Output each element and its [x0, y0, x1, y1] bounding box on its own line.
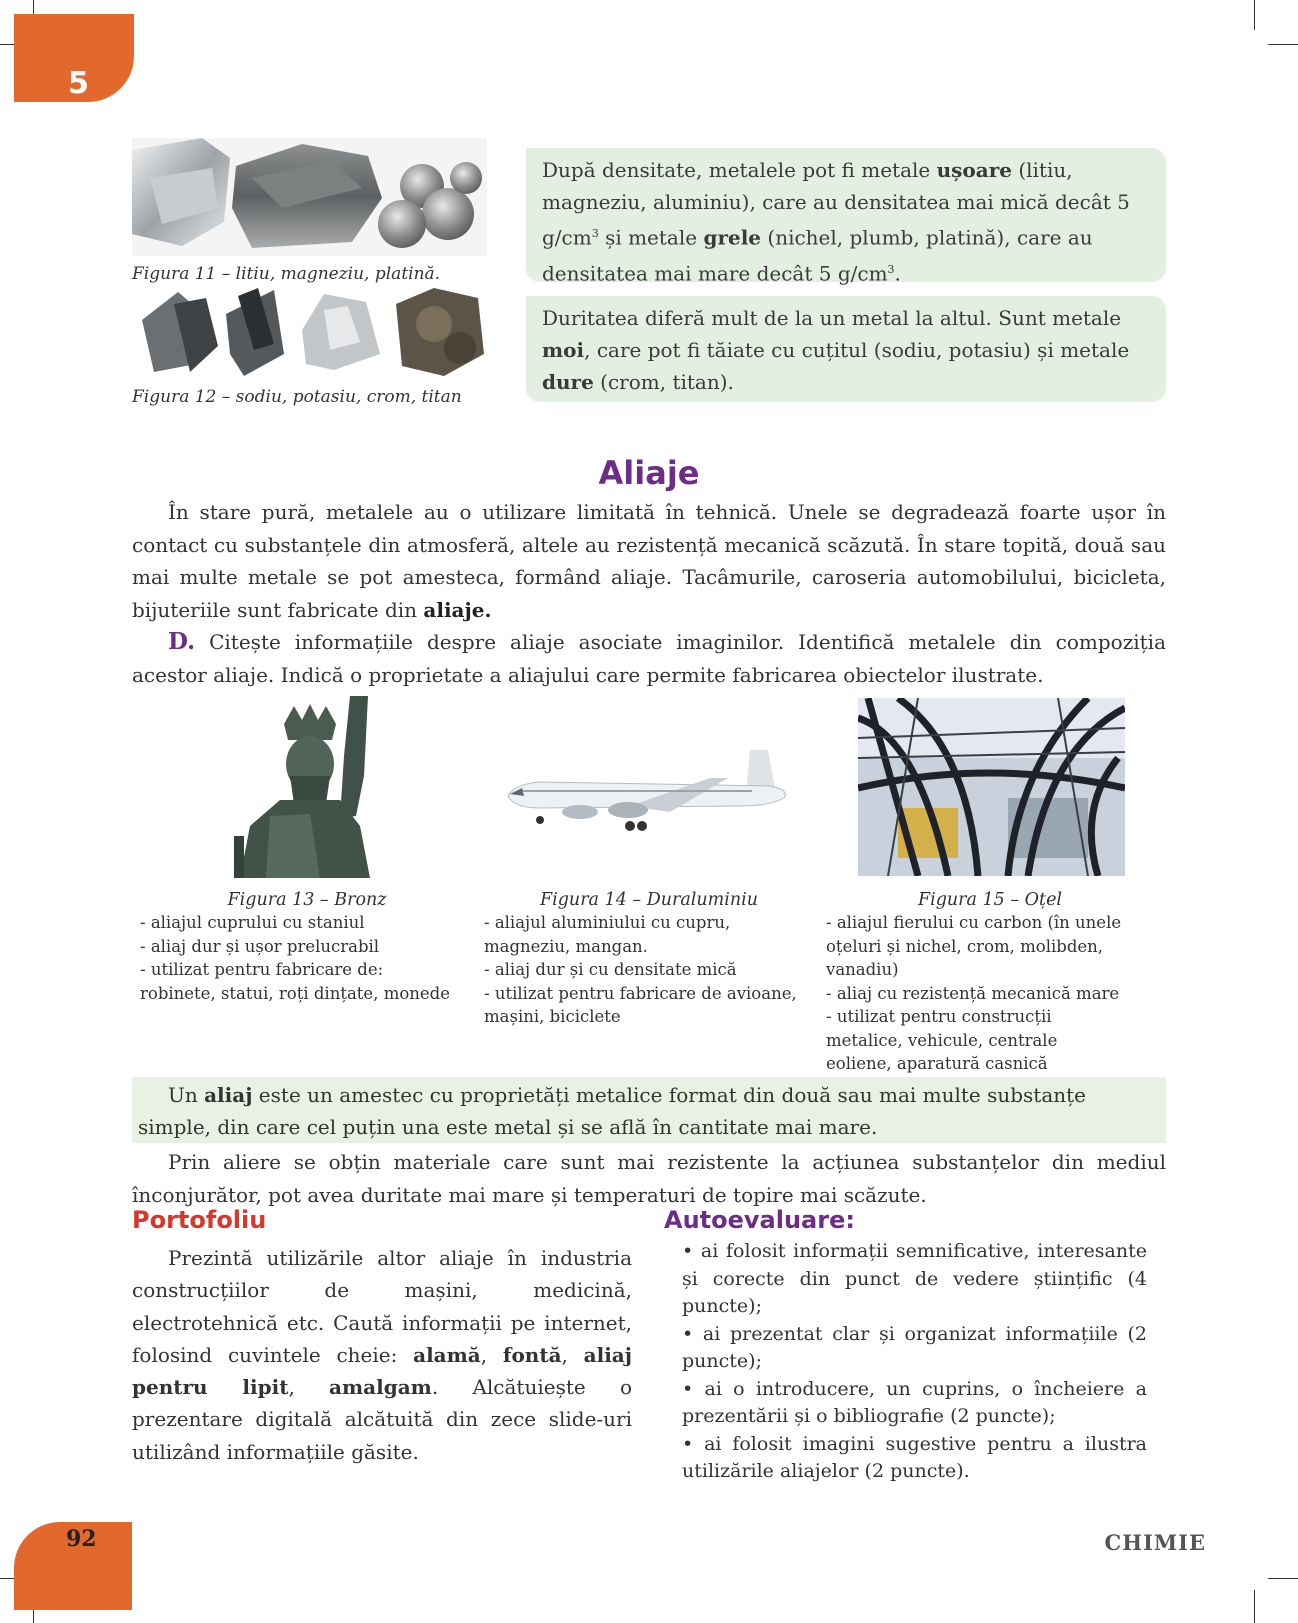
self-assessment-heading: Autoevaluare: [664, 1206, 855, 1234]
task-letter: D. [168, 628, 196, 655]
figure-15-caption: Figura 15 – Oțel [917, 890, 1063, 910]
portfolio-body: Prezintă utilizările altor aliaje în industria construcțiilor de mașini, medicină, electrotehnică etc. Caută informații pe internet, folosind cuvintele cheie: [132, 1246, 632, 1367]
alloying-paragraph: Prin aliere se obțin materiale care sunt mai rezistente la acțiunea substanțelor din mediul înconjurător, pot avea duritate mai mare și temperaturi de topire mai scăzute. [132, 1150, 1166, 1207]
list-item: • ai folosit informații semnificative, interesante și corecte din punct de vedere științific (4 puncte); [682, 1240, 1147, 1317]
figure-13-list [140, 911, 450, 1005]
keyword: amalgam [329, 1375, 432, 1400]
figure-14-list [484, 911, 814, 1029]
density-heavy-term: grele [703, 225, 762, 250]
list-item: • ai folosit imagini sugestive pentru a ilustra utilizările aliajelor (2 puncte). [682, 1432, 1147, 1482]
density-sup: 3 [591, 227, 599, 240]
list-item: - aliaj dur și cu densitate mică [484, 960, 737, 979]
density-text: (nichel, plumb, platină), care au densitatea mai mare decât 5 g/cm [542, 225, 1093, 286]
crop-mark [1268, 1578, 1298, 1579]
density-text: și metale [598, 225, 704, 250]
keyword: fontă [502, 1342, 562, 1367]
definition-term: aliaj [204, 1083, 253, 1107]
list-item: - aliajul cuprului cu staniul [140, 913, 365, 932]
list-item: - aliaj cu rezistență mecanică mare [826, 983, 1120, 1003]
subject-label: CHIMIE [1104, 1530, 1206, 1555]
portfolio-heading: Portofoliu [132, 1206, 267, 1234]
keyword: aliaj pentru lipit [132, 1342, 633, 1400]
definition-text: Un [168, 1083, 205, 1107]
figure-14-image [500, 746, 802, 836]
crop-mark [1254, 1590, 1255, 1623]
figure-14-caption: Figura 14 – Duraluminiu [539, 890, 758, 910]
list-item: - utilizat pentru fabricare de avioane, mașini, biciclete [484, 983, 797, 1026]
hardness-info-box [526, 296, 1166, 402]
density-text: După densitate, metalele pot fi metale [542, 158, 937, 182]
chapter-number: 5 [68, 66, 89, 101]
hardness-text: , care pot fi tăiate cu cuțitul (sodiu, potasiu) și metale [584, 338, 1130, 362]
intro-paragraph [132, 496, 1166, 626]
figure-11-image [132, 138, 487, 256]
list-item: • ai o introducere, un cuprins, o încheiere a prezentării și o bibliografie (2 puncte); [682, 1377, 1147, 1427]
hardness-hard-term: dure [542, 370, 594, 394]
figure-13-image [210, 696, 380, 878]
list-item: - utilizat pentru fabricare de: robinete, statui, roți dințate, monede [140, 960, 450, 1003]
hardness-text: (crom, titan). [593, 370, 734, 394]
hardness-soft-term: moi [542, 338, 585, 362]
density-text: . [894, 261, 901, 286]
density-info-box [526, 148, 1166, 286]
list-item: - utilizat pentru construcții metalice, vehicule, centrale eoliene, aparatură casnică [826, 1007, 1058, 1073]
figure-12-image [134, 284, 486, 380]
separator: , [561, 1342, 584, 1367]
task-text: Citește informațiile despre aliaje asociate imaginilor. Identifică metalele din compoziția acestor aliaje. Indică o proprietate a aliajului care permite fabricarea obiectelor ilustrate. [132, 630, 1166, 687]
figure-12-caption: Figura 12 – sodiu, potasiu, crom, titan [132, 387, 462, 407]
list-item: - aliajul aluminiului cu cupru, magneziu, mangan. [484, 913, 731, 956]
list-item: - aliaj dur și ușor prelucrabil [140, 936, 380, 956]
definition-text: este un amestec cu proprietăți metalice format din două sau mai multe substanțe simple, din care cel puțin una este metal și se află în cantitate mai mare. [138, 1083, 1087, 1139]
section-title: Aliaje [598, 454, 700, 492]
list-item: - aliajul fierului cu carbon (în unele oțeluri și nichel, crom, molibden, vanadiu) [826, 913, 1122, 979]
crop-mark [1254, 0, 1255, 30]
separator: , [480, 1342, 503, 1367]
intro-bold: aliaje. [423, 597, 492, 622]
figure-11-caption: Figura 11 – litiu, magneziu, platină. [132, 264, 441, 284]
hardness-text: Duritatea diferă mult de la un metal la altul. Sunt metale [542, 306, 1122, 330]
portfolio-body: . Alcătuiește o prezentare digitală alcătuită din zece slide-uri utilizând informațiile găsite. [132, 1375, 632, 1464]
alloy-definition-box [132, 1077, 1166, 1143]
separator: , [288, 1375, 330, 1400]
figure-15-list [826, 911, 1126, 1076]
density-light-term: ușoare [936, 158, 1012, 182]
intro-text: În stare pură, metalele au o utilizare limitată în tehnică. Unele se degradează foarte ușor în contact cu substanțele din atmosferă, altele au rezistență mecanică scăzută. În stare topită, două sau mai multe metale se pot amesteca, formând aliaje. Tacâmurile, caroseria automobilului, bicicleta, bijuteriile sunt fabricate din [132, 500, 1166, 622]
page-number: 92 [66, 1526, 97, 1552]
density-text: (litiu, magneziu, aluminiu), care au densitatea mai mică decât 5 g/cm [542, 158, 1130, 250]
keyword: alamă [413, 1342, 481, 1367]
portfolio-text [132, 1242, 632, 1468]
density-sup: 3 [887, 262, 895, 276]
figure-15-image [858, 698, 1125, 876]
task-paragraph [132, 626, 1166, 691]
figure-13-caption: Figura 13 – Bronz [227, 890, 387, 910]
self-assessment-list [682, 1238, 1147, 1486]
list-item: • ai prezentat clar și organizat informațiile (2 puncte); [682, 1322, 1147, 1372]
crop-mark [1268, 44, 1298, 45]
